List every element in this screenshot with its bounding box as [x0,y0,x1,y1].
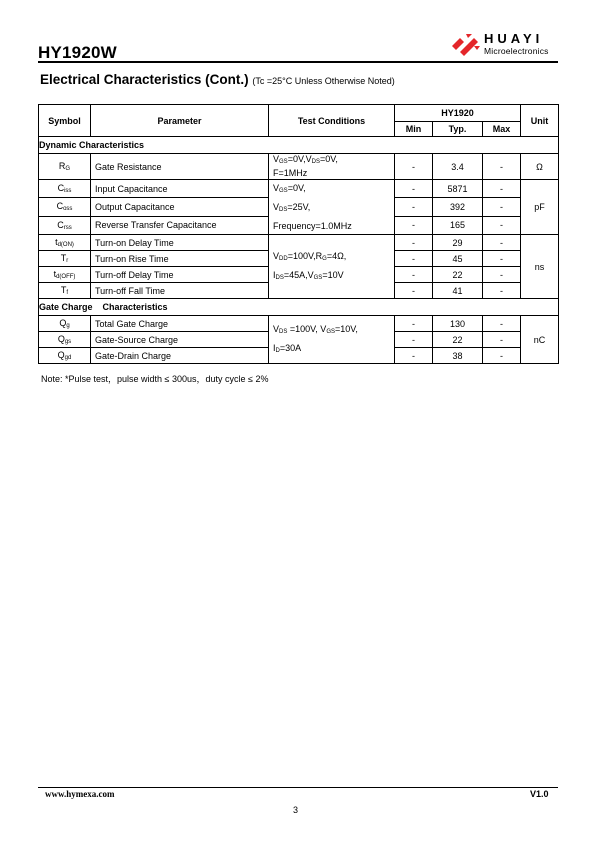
header-typ: Typ. [433,122,483,137]
typ-cell: 22 [433,332,483,348]
symbol-cell: $T_r$ [39,251,91,267]
table-row [39,235,559,251]
min-cell: - [395,216,433,234]
parameter-cell: Turn-on Delay Time [91,235,269,251]
max-cell: - [483,216,521,234]
test-condition-cell: $V_{DD}=100V,R_G=4\Omega$, $I_{DS}=45A,V_{GS}=10V$ [269,235,395,299]
group-dynamic-characteristics: Dynamic Characteristics [39,137,559,154]
table-row [39,180,559,198]
max-cell: - [483,154,521,180]
min-cell: - [395,348,433,364]
table-row [39,316,559,332]
min-cell: - [395,267,433,283]
test-condition-cell: $V_{GS}=0V,V_{DS}=0V$, F=1MHz [269,154,395,180]
min-cell: - [395,283,433,299]
symbol-cell: $C_{iss}$ [39,180,91,198]
max-cell: - [483,316,521,332]
huayi-logo-mark-icon [450,32,482,58]
group-gate-charge-characteristics: Gate Charge Characteristics [39,299,559,316]
parameter-cell: Reverse Transfer Capacitance [91,216,269,234]
parameter-cell: Gate-Drain Charge [91,348,269,364]
typ-cell: 165 [433,216,483,234]
max-cell: - [483,267,521,283]
min-cell: - [395,235,433,251]
unit-cell: Ω [521,154,559,180]
header-divider [38,61,558,63]
symbol-cell: $Q_g$ [39,316,91,332]
part-number-title: HY1920W [38,43,117,62]
typ-cell: 5871 [433,180,483,198]
max-cell: - [483,332,521,348]
typ-cell: 392 [433,198,483,216]
footer-website-link[interactable]: www.hymexa.com [45,789,115,799]
symbol-cell: $T_f$ [39,283,91,299]
unit-cell: pF [521,180,559,235]
page-number: 3 [293,805,299,815]
symbol-cell: $t_{d(OFF)}$ [39,267,91,283]
symbol-cell: $C_{rss}$ [39,216,91,234]
footer-divider [38,787,558,788]
parameter-cell: Turn-off Fall Time [91,283,269,299]
parameter-cell: Gate Resistance [91,154,269,180]
huayi-logo [450,30,560,60]
parameter-cell: Turn-off Delay Time [91,267,269,283]
header-max: Max [483,122,521,137]
unit-cell: nC [521,316,559,364]
header-symbol: Symbol [39,105,91,137]
min-cell: - [395,316,433,332]
typ-cell: 130 [433,316,483,332]
parameter-cell: Turn-on Rise Time [91,251,269,267]
typ-cell: 38 [433,348,483,364]
max-cell: - [483,198,521,216]
min-cell: - [395,332,433,348]
section-title-text: Electrical Characteristics (Cont.) [40,72,249,87]
max-cell: - [483,235,521,251]
symbol-cell: $t_{d(ON)}$ [39,235,91,251]
test-condition-cell: $V_{DS} =100V$, $V_{GS}=10V$, $I_D=30A$ [269,316,395,364]
symbol-cell: $Q_{gd}$ [39,348,91,364]
section-title [40,72,395,87]
logo-subtitle: Microelectronics [484,46,549,56]
header-unit: Unit [521,105,559,137]
footer-version: V1.0 [530,789,549,799]
min-cell: - [395,251,433,267]
header-min: Min [395,122,433,137]
min-cell: - [395,154,433,180]
typ-cell: 3.4 [433,154,483,180]
electrical-characteristics-table [38,104,559,364]
parameter-cell: Total Gate Charge [91,316,269,332]
max-cell: - [483,283,521,299]
symbol-cell: $R_G$ [39,154,91,180]
min-cell: - [395,180,433,198]
typ-cell: 45 [433,251,483,267]
header-test-conditions: Test Conditions [269,105,395,137]
header-parameter: Parameter [91,105,269,137]
symbol-cell: $C_{oss}$ [39,198,91,216]
parameter-cell: Input Capacitance [91,180,269,198]
min-cell: - [395,198,433,216]
max-cell: - [483,180,521,198]
max-cell: - [483,251,521,267]
pulse-test-note: Note: *Pulse test，pulse width ≤ 300us，duty cycle ≤ 2% [41,374,269,384]
table-row [39,154,559,180]
typ-cell: 22 [433,267,483,283]
test-condition-cell: $V_{GS}=0V$, $V_{DS}=25V$, Frequency=1.0MHz [269,180,395,235]
symbol-cell: $Q_{gs}$ [39,332,91,348]
parameter-cell: Gate-Source Charge [91,332,269,348]
max-cell: - [483,348,521,364]
typ-cell: 29 [433,235,483,251]
typ-cell: 41 [433,283,483,299]
header-device: HY1920 [395,105,521,122]
parameter-cell: Output Capacitance [91,198,269,216]
section-subtitle: (Tc =25°C Unless Otherwise Noted) [252,76,395,86]
unit-cell: ns [521,235,559,299]
logo-name: HUAYI [484,31,544,46]
